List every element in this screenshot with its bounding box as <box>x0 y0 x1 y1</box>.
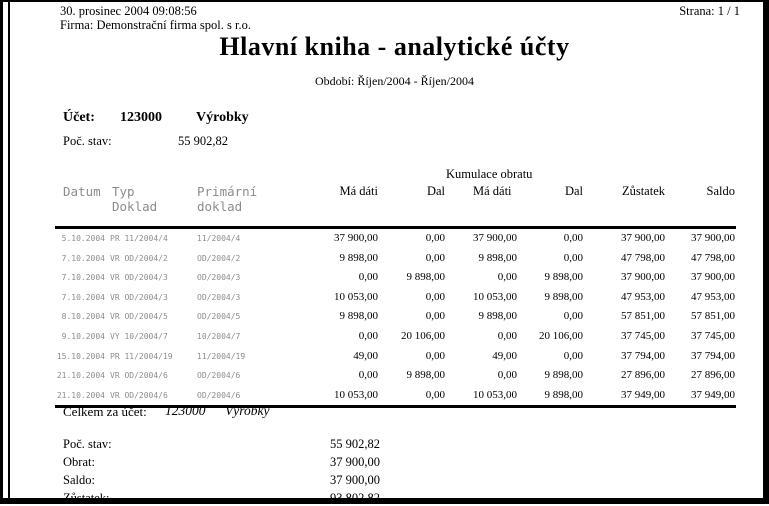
cell-saldo: 37 900,00 <box>691 271 735 284</box>
cell-kumulace-dal: 9 898,00 <box>544 271 583 284</box>
cell-datum: 8.10.2004 <box>61 312 105 322</box>
table-row <box>55 228 736 249</box>
table-row <box>55 307 736 327</box>
cell-primarni-doklad: OD/2004/2 <box>197 253 241 263</box>
cell-kumulace-dal: 0,00 <box>563 349 583 362</box>
totals-account-number: 123000 <box>165 403 206 418</box>
cell-saldo: 37 949,00 <box>666 386 736 407</box>
table-body <box>55 228 736 407</box>
cell-typ-doklad: PR 11/2004/4 <box>110 234 168 243</box>
summary-label-saldo: Saldo: <box>63 473 95 487</box>
table-row <box>55 288 736 308</box>
cell-saldo: 47 798,00 <box>691 251 735 264</box>
cell-dal: 0,00 <box>425 232 445 244</box>
cell-typ-doklad: VR OD/2004/5 <box>110 312 168 322</box>
summary-label-obrat: Obrat: <box>63 455 95 469</box>
cell-kumulace-ma-dati: 37 900,00 <box>473 232 517 244</box>
cell-kumulace-dal: 0,00 <box>563 251 583 264</box>
summary-value-obrat: 37 900,00 <box>330 455 380 469</box>
cell-datum: 5.10.2004 <box>61 234 105 243</box>
summary-label-poc-stav: Poč. stav: <box>63 437 112 451</box>
summary-label-zustatek: Zůstatek: <box>63 491 110 505</box>
cell-typ-doklad: VY 10/2004/7 <box>110 331 168 341</box>
cell-datum: 21.10.2004 <box>55 386 107 407</box>
cell-kumulace-ma-dati: 9 898,00 <box>478 310 517 323</box>
cell-kumulace-dal: 20 106,00 <box>539 329 583 342</box>
report-title: Hlavní kniha - analytické účty <box>219 32 570 61</box>
cell-ma-dati: 9 898,00 <box>339 310 378 323</box>
cell-ma-dati: 0,00 <box>358 369 378 382</box>
totals-account-name: Výrobky <box>225 403 270 418</box>
table-header-row <box>55 182 736 228</box>
cell-dal: 9 898,00 <box>406 271 445 284</box>
cell-typ-doklad: VR OD/2004/2 <box>110 253 168 263</box>
cell-typ-doklad: VR OD/2004/6 <box>107 386 175 407</box>
cell-kumulace-ma-dati: 10 053,00 <box>446 386 518 407</box>
cell-primarni-doklad: OD/2004/6 <box>175 386 270 407</box>
cell-ma-dati: 10 053,00 <box>334 290 378 303</box>
cell-kumulace-ma-dati: 0,00 <box>497 271 517 284</box>
table-row <box>55 366 736 386</box>
summary-value-saldo: 37 900,00 <box>330 473 380 487</box>
cell-dal: 20 106,00 <box>401 329 445 342</box>
cell-zustatek: 37 745,00 <box>621 329 665 342</box>
cell-typ-doklad: PR 11/2004/19 <box>110 351 173 361</box>
header-datum: Datum <box>55 182 107 228</box>
initial-balance-label: Poč. stav: <box>63 134 112 148</box>
cell-typ-doklad: VR OD/2004/3 <box>110 273 168 283</box>
cell-kumulace-dal: 0,00 <box>563 310 583 323</box>
header-kumulace-dal: Dal <box>518 182 584 228</box>
account-number: 123000 <box>120 110 162 125</box>
cell-saldo: 37 900,00 <box>691 232 735 244</box>
header-kumulace-ma-dati: Má dáti <box>446 182 518 228</box>
cell-kumulace-dal: 0,00 <box>563 232 583 244</box>
cell-datum: 9.10.2004 <box>61 331 105 341</box>
cell-kumulace-ma-dati: 9 898,00 <box>478 251 517 264</box>
cell-primarni-doklad: 10/2004/7 <box>197 331 241 341</box>
page-edge-line <box>8 0 10 504</box>
cell-datum: 7.10.2004 <box>61 253 105 263</box>
summary-value-zustatek: 93 802,82 <box>330 491 380 505</box>
cell-dal: 0,00 <box>425 290 445 303</box>
table-group-header-row <box>55 166 736 182</box>
summary-value-poc-stav: 55 902,82 <box>330 437 380 451</box>
group-header-spacer <box>584 166 736 182</box>
cell-dal: 0,00 <box>379 386 446 407</box>
cell-primarni-doklad: OD/2004/6 <box>197 371 241 381</box>
cell-zustatek: 37 949,00 <box>584 386 666 407</box>
cell-ma-dati: 10 053,00 <box>270 386 379 407</box>
cell-primarni-doklad: OD/2004/3 <box>197 292 241 302</box>
cell-zustatek: 47 953,00 <box>621 290 665 303</box>
cell-datum: 21.10.2004 <box>56 371 105 381</box>
table-row <box>55 327 736 347</box>
cell-saldo: 37 794,00 <box>691 349 735 362</box>
group-header-spacer <box>55 166 446 182</box>
cell-kumulace-ma-dati: 10 053,00 <box>473 290 517 303</box>
cell-dal: 0,00 <box>425 251 445 264</box>
cell-typ-doklad: VR OD/2004/6 <box>110 371 168 381</box>
totals-label: Celkem za účet: <box>63 404 147 419</box>
company-name: Firma: Demonstrační firma spol. s r.o. <box>60 18 251 32</box>
account-label: Účet: <box>63 110 95 125</box>
cell-ma-dati: 9 898,00 <box>339 251 378 264</box>
cell-zustatek: 27 896,00 <box>621 369 665 382</box>
cell-zustatek: 37 794,00 <box>621 349 665 362</box>
table-row <box>55 347 736 367</box>
cell-saldo: 57 851,00 <box>691 310 735 323</box>
header-dal: Dal <box>379 182 446 228</box>
cell-dal: 9 898,00 <box>406 369 445 382</box>
cell-ma-dati: 37 900,00 <box>334 232 378 244</box>
cell-kumulace-dal: 9 898,00 <box>544 369 583 382</box>
cell-kumulace-dal: 9 898,00 <box>518 386 584 407</box>
table-row <box>55 386 736 407</box>
header-ma-dati: Má dáti <box>270 182 379 228</box>
initial-balance-value: 55 902,82 <box>178 134 228 148</box>
cell-saldo: 47 953,00 <box>691 290 735 303</box>
cell-kumulace-ma-dati: 0,00 <box>497 369 517 382</box>
cell-zustatek: 37 900,00 <box>621 232 665 244</box>
cell-dal: 0,00 <box>425 349 445 362</box>
cell-datum: 15.10.2004 <box>56 351 105 361</box>
header-zustatek: Zůstatek <box>584 182 666 228</box>
cell-kumulace-ma-dati: 0,00 <box>497 329 517 342</box>
cell-saldo: 37 745,00 <box>691 329 735 342</box>
cell-dal: 0,00 <box>425 310 445 323</box>
report-period: Období: Říjen/2004 - Říjen/2004 <box>315 74 474 88</box>
cell-primarni-doklad: 11/2004/19 <box>197 351 246 361</box>
ledger-table <box>55 166 736 408</box>
cell-primarni-doklad: 11/2004/4 <box>197 234 241 243</box>
header-typ-doklad: Typ Doklad <box>107 182 175 228</box>
cell-primarni-doklad: OD/2004/5 <box>197 312 241 322</box>
cell-ma-dati: 49,00 <box>353 349 378 362</box>
cell-datum: 7.10.2004 <box>61 273 105 283</box>
account-name: Výrobky <box>196 110 249 125</box>
cell-kumulace-dal: 9 898,00 <box>544 290 583 303</box>
cell-zustatek: 37 900,00 <box>621 271 665 284</box>
header-saldo: Saldo <box>666 182 736 228</box>
cell-primarni-doklad: OD/2004/3 <box>197 273 241 283</box>
cell-zustatek: 57 851,00 <box>621 310 665 323</box>
group-header-kumulace: Kumulace obratu <box>446 167 533 181</box>
report-datetime: 30. prosinec 2004 09:08:56 <box>60 4 197 18</box>
table-row <box>55 249 736 269</box>
table-row <box>55 268 736 288</box>
cell-datum: 7.10.2004 <box>61 292 105 302</box>
cell-ma-dati: 0,00 <box>358 271 378 284</box>
cell-saldo: 27 896,00 <box>691 369 735 382</box>
cell-zustatek: 47 798,00 <box>621 251 665 264</box>
cell-kumulace-ma-dati: 49,00 <box>492 349 517 362</box>
cell-typ-doklad: VR OD/2004/3 <box>110 292 168 302</box>
cell-ma-dati: 0,00 <box>358 329 378 342</box>
header-primarni-doklad: Primární doklad <box>175 182 270 228</box>
page-number: Strana: 1 / 1 <box>679 4 740 18</box>
